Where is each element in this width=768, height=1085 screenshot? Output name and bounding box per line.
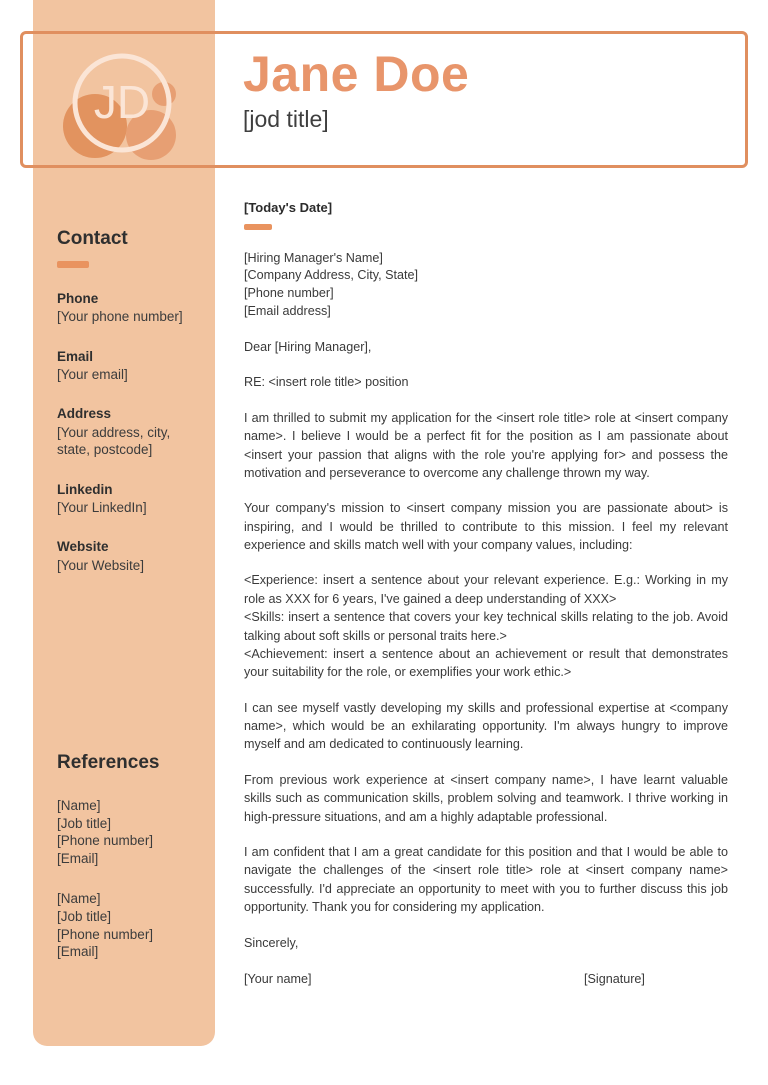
contact-label-email: Email xyxy=(57,348,94,364)
monogram-logo-icon xyxy=(33,38,215,168)
contact-label-address: Address xyxy=(57,406,112,422)
reference-email: [Email] xyxy=(57,851,99,867)
references-section xyxy=(57,752,202,961)
bullet-skills: <Skills: insert a sentence that covers your key technical skills relating to the job. Avoid talking about soft skills or personal traits here.> xyxy=(244,610,728,643)
letter-body xyxy=(244,200,728,986)
reference-job-title: [Job title] xyxy=(57,815,112,831)
reference-email: [Email] xyxy=(57,944,99,960)
paragraph-2: Your company's mission to <insert company mission you are passionate about> is inspiring, and I would be thrilled to contribute to this mission. I feel my relevant experience and skills match well with your company values, including: xyxy=(244,501,728,553)
recipient-block xyxy=(244,250,728,322)
signature-row xyxy=(244,972,728,986)
reference-phone: [Phone number] xyxy=(57,833,154,849)
recipient-manager-name: [Hiring Manager's Name] xyxy=(244,250,383,265)
reference-entry xyxy=(57,797,202,868)
job-title: [jod title] xyxy=(243,105,329,132)
logo-initials: JD xyxy=(93,76,151,128)
reference-phone: [Phone number] xyxy=(57,926,154,942)
reference-entry xyxy=(57,890,202,961)
header-text-block xyxy=(243,48,743,132)
contact-label-phone: Phone xyxy=(57,290,99,306)
letter-date: [Today's Date] xyxy=(244,200,333,215)
contact-accent-bar xyxy=(57,261,89,268)
salutation: Dear [Hiring Manager], xyxy=(244,340,372,355)
contact-value-address: [Your address, city, state, postcode] xyxy=(57,424,171,458)
logo xyxy=(33,38,215,168)
contact-value-phone: [Your phone number] xyxy=(57,309,183,325)
contact-field-website xyxy=(57,538,197,574)
contact-label-website: Website xyxy=(57,539,109,555)
qualification-list xyxy=(244,571,728,681)
recipient-email: [Email address] xyxy=(244,304,331,319)
contact-field-address xyxy=(57,405,197,458)
reference-name: [Name] xyxy=(57,891,101,907)
paragraph-3: I can see myself vastly developing my skills and professional expertise at <company name>, which would be an exhilarating opportunity. I'm always hungry to improve myself and am dedicated to continuously learning. xyxy=(244,700,728,752)
signature-placeholder: [Signature] xyxy=(584,972,645,987)
paragraph-4: From previous work experience at <insert company name>, I have learnt valuable skills such as communication skills, problem solving and teamwork. I thrive working in high-pressure situations, and am a highly adaptable professional. xyxy=(244,772,728,824)
paragraph-1: I am thrilled to submit my application for the <insert role title> role at <insert company name>. I believe I would be a perfect fit for the position as I am passionate about <insert your passion that aligns with the role you're applying for> and possess the motivation and perseverance to overcome any challenge thrown my way. xyxy=(244,410,728,480)
contact-field-email xyxy=(57,348,197,384)
references-heading: References xyxy=(57,752,160,773)
reference-name: [Name] xyxy=(57,797,101,813)
reference-job-title: [Job title] xyxy=(57,908,112,924)
bullet-achievement: <Achievement: insert a sentence about an achievement or result that demonstrates your suitability for the role, or exemplifies your work ethic.> xyxy=(244,646,728,680)
closing: Sincerely, xyxy=(244,936,299,951)
contact-heading: Contact xyxy=(57,228,128,249)
contact-field-linkedin xyxy=(57,481,197,517)
contact-value-email: [Your email] xyxy=(57,366,128,382)
contact-value-website: [Your Website] xyxy=(57,557,145,573)
contact-field-phone xyxy=(57,290,197,326)
contact-label-linkedin: Linkedin xyxy=(57,481,113,497)
contact-section xyxy=(57,228,197,574)
recipient-phone: [Phone number] xyxy=(244,286,334,301)
subject-line: RE: <insert role title> position xyxy=(244,375,409,390)
bullet-experience: <Experience: insert a sentence about your relevant experience. E.g.: Working in my role as XXX for 6 years, I've gained a deep understanding of XXX> xyxy=(244,573,728,606)
signature-name: [Your name] xyxy=(244,972,312,987)
page-title: Jane Doe xyxy=(243,46,470,102)
date-accent-bar xyxy=(244,224,272,230)
recipient-company-address: [Company Address, City, State] xyxy=(244,268,419,283)
paragraph-5: I am confident that I am a great candidate for this position and that I would be able to navigate the challenges of the <insert role title> role at <insert company name> successfully. I'd appreciate an opportunity to meet with you to further discuss this job opportunity. Thank you for considering my application. xyxy=(244,844,728,915)
contact-value-linkedin: [Your LinkedIn] xyxy=(57,499,147,515)
